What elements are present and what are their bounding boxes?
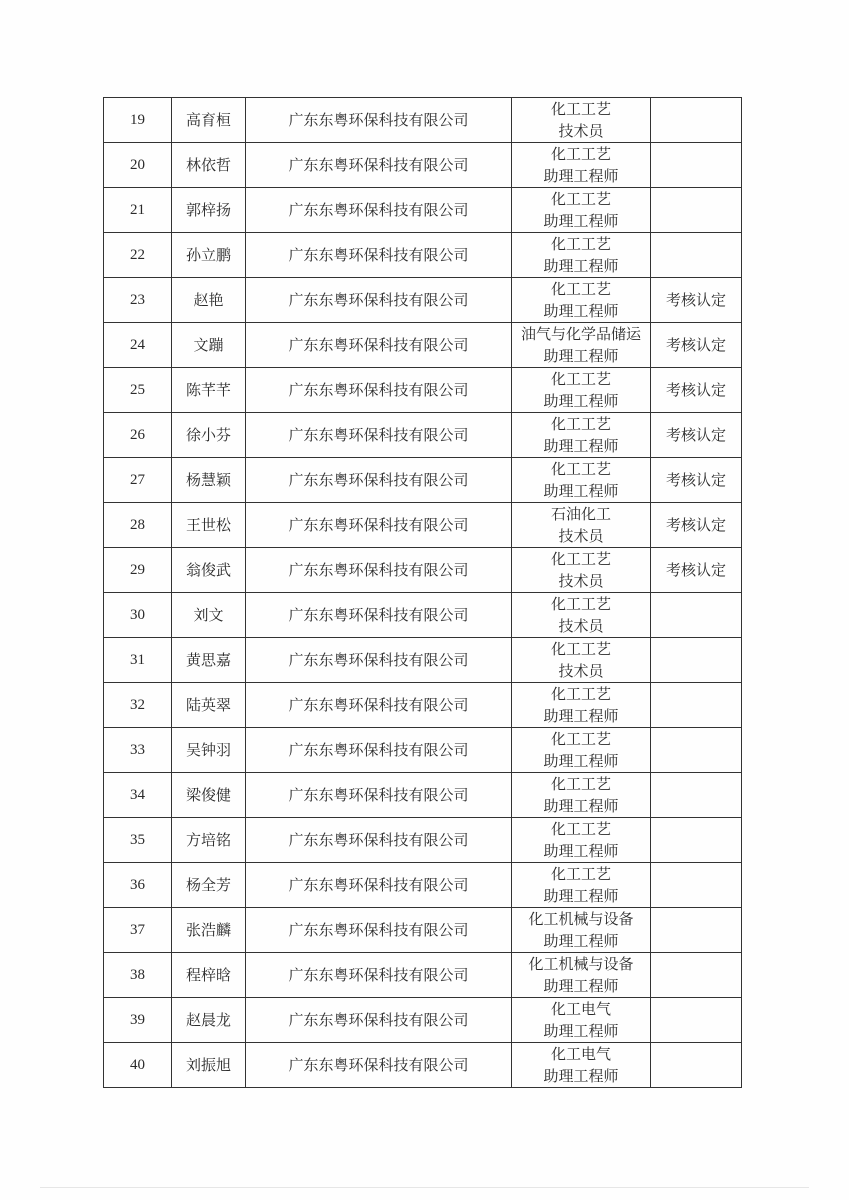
job-title-specialty: 化工工艺 [550,235,611,253]
table-row [104,323,742,368]
job-title-cell [512,863,651,908]
job-title-cell [512,503,651,548]
row-number-cell: 29 [104,548,172,593]
table-row [104,98,742,143]
job-title-specialty: 化工工艺 [550,775,611,793]
job-title-level: 助理工程师 [543,752,619,770]
table-row [104,683,742,728]
row-number-cell: 26 [104,413,172,458]
company-name-cell: 广东东粤环保科技有限公司 [246,593,512,638]
job-title-specialty: 化工工艺 [550,820,611,838]
row-number-cell: 32 [104,683,172,728]
remark-cell: 考核认定 [651,548,742,593]
page-bottom-rule [40,1187,809,1188]
job-title-level: 助理工程师 [543,707,619,725]
job-title-specialty: 化工工艺 [550,865,611,883]
remark-cell [651,593,742,638]
job-title-specialty: 化工工艺 [550,190,611,208]
job-title-cell [512,323,651,368]
table-row [104,548,742,593]
person-name-cell: 梁俊健 [172,773,246,818]
job-title-specialty: 化工电气 [550,1000,611,1018]
job-title-cell [512,1043,651,1088]
company-name-cell: 广东东粤环保科技有限公司 [246,98,512,143]
remark-cell [651,638,742,683]
person-name-cell: 赵晨龙 [172,998,246,1043]
job-title-cell [512,458,651,503]
company-name-cell: 广东东粤环保科技有限公司 [246,728,512,773]
person-name-cell: 刘文 [172,593,246,638]
job-title-cell [512,593,651,638]
person-name-cell: 程梓晗 [172,953,246,998]
job-title-level: 助理工程师 [543,797,619,815]
company-name-cell: 广东东粤环保科技有限公司 [246,503,512,548]
remark-cell [651,998,742,1043]
remark-cell: 考核认定 [651,503,742,548]
job-title-cell [512,818,651,863]
job-title-specialty: 油气与化学品储运 [520,325,641,343]
remark-cell [651,773,742,818]
row-number-cell: 39 [104,998,172,1043]
job-title-cell [512,998,651,1043]
table-row [104,413,742,458]
table-row [104,1043,742,1088]
company-name-cell: 广东东粤环保科技有限公司 [246,1043,512,1088]
job-title-level: 助理工程师 [543,1022,619,1040]
job-title-specialty: 化工工艺 [550,100,611,118]
company-name-cell: 广东东粤环保科技有限公司 [246,548,512,593]
row-number-cell: 21 [104,188,172,233]
row-number-cell: 23 [104,278,172,323]
personnel-table [103,97,742,1088]
job-title-cell [512,908,651,953]
remark-cell [651,863,742,908]
remark-cell: 考核认定 [651,278,742,323]
row-number-cell: 37 [104,908,172,953]
job-title-level: 助理工程师 [543,887,619,905]
table-row [104,458,742,503]
person-name-cell: 杨慧颖 [172,458,246,503]
job-title-level: 助理工程师 [543,437,619,455]
person-name-cell: 孙立鹏 [172,233,246,278]
job-title-specialty: 化工工艺 [550,370,611,388]
table-row [104,818,742,863]
job-title-cell [512,683,651,728]
table-row [104,638,742,683]
job-title-level: 助理工程师 [543,347,619,365]
person-name-cell: 陈芊芊 [172,368,246,413]
job-title-specialty: 化工工艺 [550,280,611,298]
row-number-cell: 30 [104,593,172,638]
remark-cell: 考核认定 [651,368,742,413]
row-number-cell: 35 [104,818,172,863]
person-name-cell: 翁俊武 [172,548,246,593]
company-name-cell: 广东东粤环保科技有限公司 [246,773,512,818]
remark-cell [651,683,742,728]
job-title-specialty: 化工机械与设备 [528,910,634,928]
job-title-level: 助理工程师 [543,932,619,950]
company-name-cell: 广东东粤环保科技有限公司 [246,818,512,863]
table-row [104,188,742,233]
job-title-cell [512,143,651,188]
job-title-cell [512,233,651,278]
person-name-cell: 文蹦 [172,323,246,368]
company-name-cell: 广东东粤环保科技有限公司 [246,998,512,1043]
person-name-cell: 黄思嘉 [172,638,246,683]
table-row [104,953,742,998]
table-row [104,143,742,188]
remark-cell: 考核认定 [651,413,742,458]
remark-cell [651,98,742,143]
row-number-cell: 27 [104,458,172,503]
job-title-specialty: 化工工艺 [550,640,611,658]
job-title-level: 技术员 [558,122,604,140]
company-name-cell: 广东东粤环保科技有限公司 [246,863,512,908]
job-title-cell [512,773,651,818]
job-title-level: 助理工程师 [543,977,619,995]
row-number-cell: 36 [104,863,172,908]
job-title-level: 助理工程师 [543,257,619,275]
remark-cell [651,233,742,278]
table-body [104,98,742,1088]
table-row [104,278,742,323]
company-name-cell: 广东东粤环保科技有限公司 [246,233,512,278]
job-title-specialty: 化工工艺 [550,415,611,433]
job-title-level: 助理工程师 [543,482,619,500]
table-row [104,863,742,908]
table-row [104,233,742,278]
job-title-level: 技术员 [558,527,604,545]
table-row [104,998,742,1043]
job-title-cell [512,413,651,458]
job-title-specialty: 化工工艺 [550,685,611,703]
table-row [104,593,742,638]
table-row [104,368,742,413]
job-title-cell [512,548,651,593]
job-title-level: 技术员 [558,572,604,590]
remark-cell [651,143,742,188]
job-title-specialty: 化工工艺 [550,460,611,478]
job-title-level: 助理工程师 [543,212,619,230]
job-title-level: 技术员 [558,662,604,680]
job-title-specialty: 化工电气 [550,1045,611,1063]
remark-cell [651,818,742,863]
job-title-cell [512,278,651,323]
job-title-cell [512,98,651,143]
remark-cell [651,1043,742,1088]
job-title-cell [512,188,651,233]
job-title-cell [512,368,651,413]
person-name-cell: 高育桓 [172,98,246,143]
person-name-cell: 赵艳 [172,278,246,323]
job-title-level: 助理工程师 [543,842,619,860]
job-title-cell [512,638,651,683]
job-title-specialty: 石油化工 [550,505,611,523]
table-row [104,773,742,818]
company-name-cell: 广东东粤环保科技有限公司 [246,188,512,233]
job-title-specialty: 化工工艺 [550,595,611,613]
company-name-cell: 广东东粤环保科技有限公司 [246,458,512,503]
remark-cell [651,728,742,773]
person-name-cell: 杨全芳 [172,863,246,908]
remark-cell [651,953,742,998]
remark-cell [651,188,742,233]
job-title-specialty: 化工工艺 [550,730,611,748]
company-name-cell: 广东东粤环保科技有限公司 [246,638,512,683]
remark-cell: 考核认定 [651,323,742,368]
company-name-cell: 广东东粤环保科技有限公司 [246,953,512,998]
personnel-table-wrapper [103,97,742,1088]
job-title-cell [512,953,651,998]
person-name-cell: 陆英翠 [172,683,246,728]
person-name-cell: 刘振旭 [172,1043,246,1088]
job-title-level: 助理工程师 [543,392,619,410]
company-name-cell: 广东东粤环保科技有限公司 [246,683,512,728]
row-number-cell: 20 [104,143,172,188]
person-name-cell: 徐小芬 [172,413,246,458]
row-number-cell: 24 [104,323,172,368]
table-row [104,728,742,773]
company-name-cell: 广东东粤环保科技有限公司 [246,368,512,413]
row-number-cell: 25 [104,368,172,413]
company-name-cell: 广东东粤环保科技有限公司 [246,908,512,953]
row-number-cell: 28 [104,503,172,548]
company-name-cell: 广东东粤环保科技有限公司 [246,278,512,323]
person-name-cell: 王世松 [172,503,246,548]
company-name-cell: 广东东粤环保科技有限公司 [246,413,512,458]
row-number-cell: 40 [104,1043,172,1088]
remark-cell [651,908,742,953]
person-name-cell: 郭梓扬 [172,188,246,233]
row-number-cell: 31 [104,638,172,683]
person-name-cell: 方培铭 [172,818,246,863]
table-row [104,908,742,953]
job-title-level: 助理工程师 [543,167,619,185]
row-number-cell: 22 [104,233,172,278]
company-name-cell: 广东东粤环保科技有限公司 [246,323,512,368]
person-name-cell: 林依哲 [172,143,246,188]
table-row [104,503,742,548]
row-number-cell: 33 [104,728,172,773]
job-title-level: 助理工程师 [543,302,619,320]
job-title-cell [512,728,651,773]
row-number-cell: 19 [104,98,172,143]
job-title-specialty: 化工机械与设备 [528,955,634,973]
row-number-cell: 38 [104,953,172,998]
job-title-level: 助理工程师 [543,1067,619,1085]
remark-cell: 考核认定 [651,458,742,503]
person-name-cell: 吴钟羽 [172,728,246,773]
row-number-cell: 34 [104,773,172,818]
person-name-cell: 张浩麟 [172,908,246,953]
job-title-specialty: 化工工艺 [550,145,611,163]
job-title-specialty: 化工工艺 [550,550,611,568]
company-name-cell: 广东东粤环保科技有限公司 [246,143,512,188]
job-title-level: 技术员 [558,617,604,635]
